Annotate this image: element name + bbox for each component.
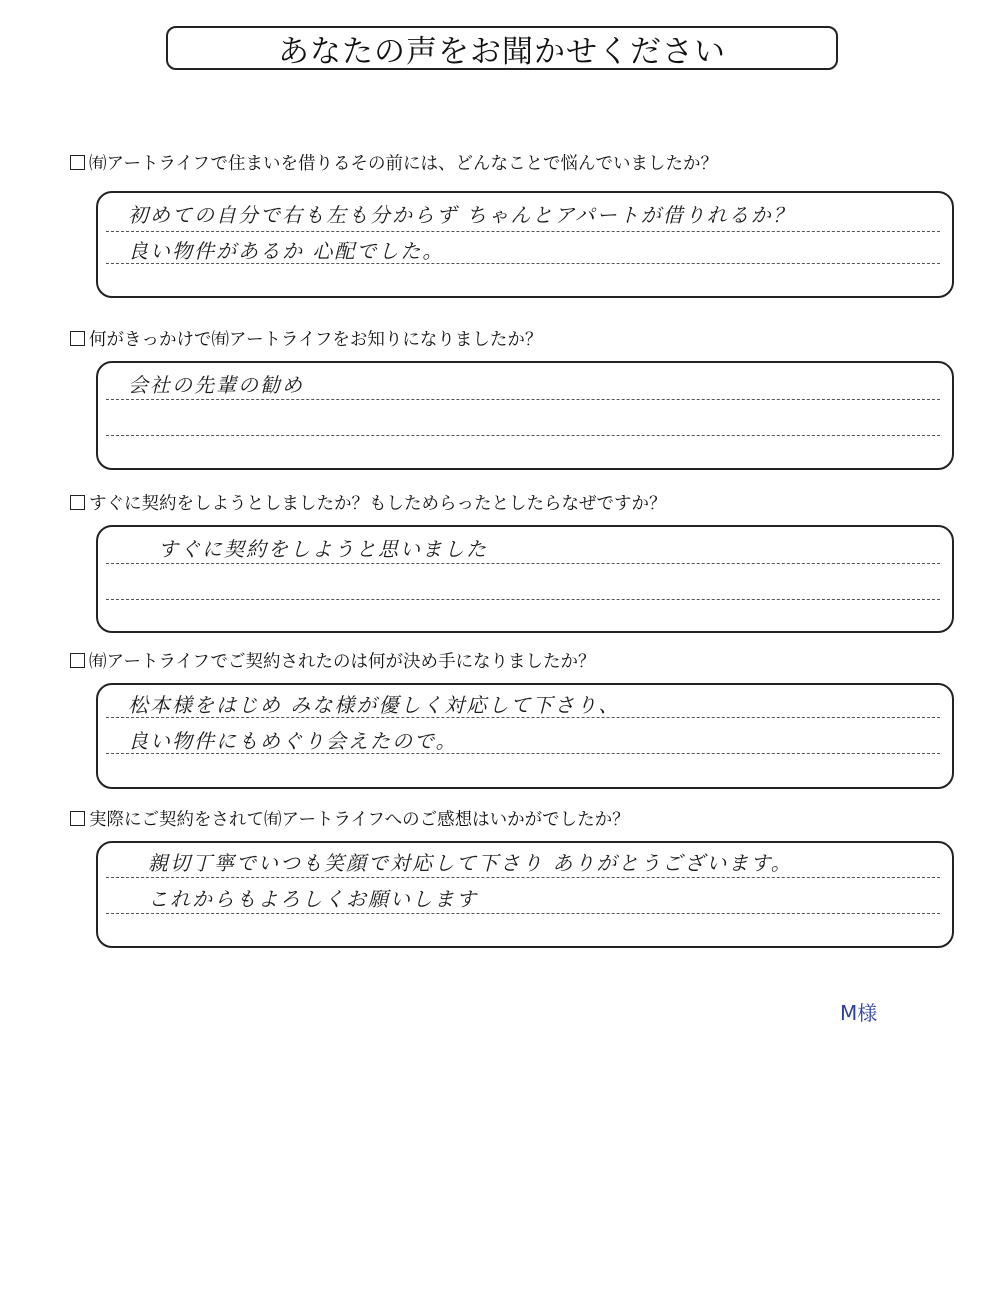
answer-box-1 xyxy=(96,191,954,298)
checkbox-3 xyxy=(70,495,85,510)
ruled-line xyxy=(106,877,940,878)
question-2-text: 何がきっかけで㈲アートライフをお知りになりましたか？ xyxy=(89,330,543,350)
answer-box-5 xyxy=(96,841,954,948)
answer-4-line-2: 良い物件にもめぐり会えたので。 xyxy=(128,729,458,753)
answer-5-line-2: これからもよろしくお願いします xyxy=(148,887,478,911)
checkbox-2 xyxy=(70,331,85,346)
answer-box-3 xyxy=(96,525,954,633)
checkbox-1 xyxy=(70,155,85,170)
customer-signature: M様 xyxy=(840,1001,878,1025)
answer-1-line-2: 良い物件があるか 心配でした。 xyxy=(128,239,445,263)
question-5 xyxy=(70,806,630,831)
question-5-text: 実際にご契約をされて㈲アートライフへのご感想はいかがでしたか？ xyxy=(89,810,630,830)
answer-3-line-1: すぐに契約をしようと思いました xyxy=(158,537,488,561)
ruled-line xyxy=(106,399,940,400)
ruled-line xyxy=(106,435,940,436)
checkbox-5 xyxy=(70,811,85,826)
question-1-text: ㈲アートライフで住まいを借りるその前には、どんなことで悩んでいましたか？ xyxy=(89,154,718,174)
question-1 xyxy=(70,150,718,175)
question-4-text: ㈲アートライフでご契約されたのは何が決め手になりましたか？ xyxy=(89,652,596,672)
ruled-line xyxy=(106,231,940,232)
question-3 xyxy=(70,490,667,515)
answer-box-4 xyxy=(96,683,954,789)
ruled-line xyxy=(106,913,940,914)
answer-4-line-1: 松本様をはじめ みな様が優しく対応して下さり、 xyxy=(128,693,621,717)
answer-2-line-1: 会社の先輩の勧め xyxy=(128,373,304,397)
ruled-line xyxy=(106,599,940,600)
question-3-text: すぐに契約をしようとしましたか？もしためらったとしたらなぜですか？ xyxy=(89,494,667,514)
answer-box-2 xyxy=(96,361,954,470)
checkbox-4 xyxy=(70,653,85,668)
page-title: あなたの声をお聞かせください xyxy=(278,33,726,70)
ruled-line xyxy=(106,563,940,564)
answer-1-line-1: 初めての自分で右も左も分からず ちゃんとアパートが借りれるか？ xyxy=(128,203,795,227)
question-2 xyxy=(70,326,542,351)
question-4 xyxy=(70,648,595,673)
answer-5-line-1: 親切丁寧でいつも笑顔で対応して下さり ありがとうございます。 xyxy=(148,851,793,875)
title-box xyxy=(166,26,838,70)
